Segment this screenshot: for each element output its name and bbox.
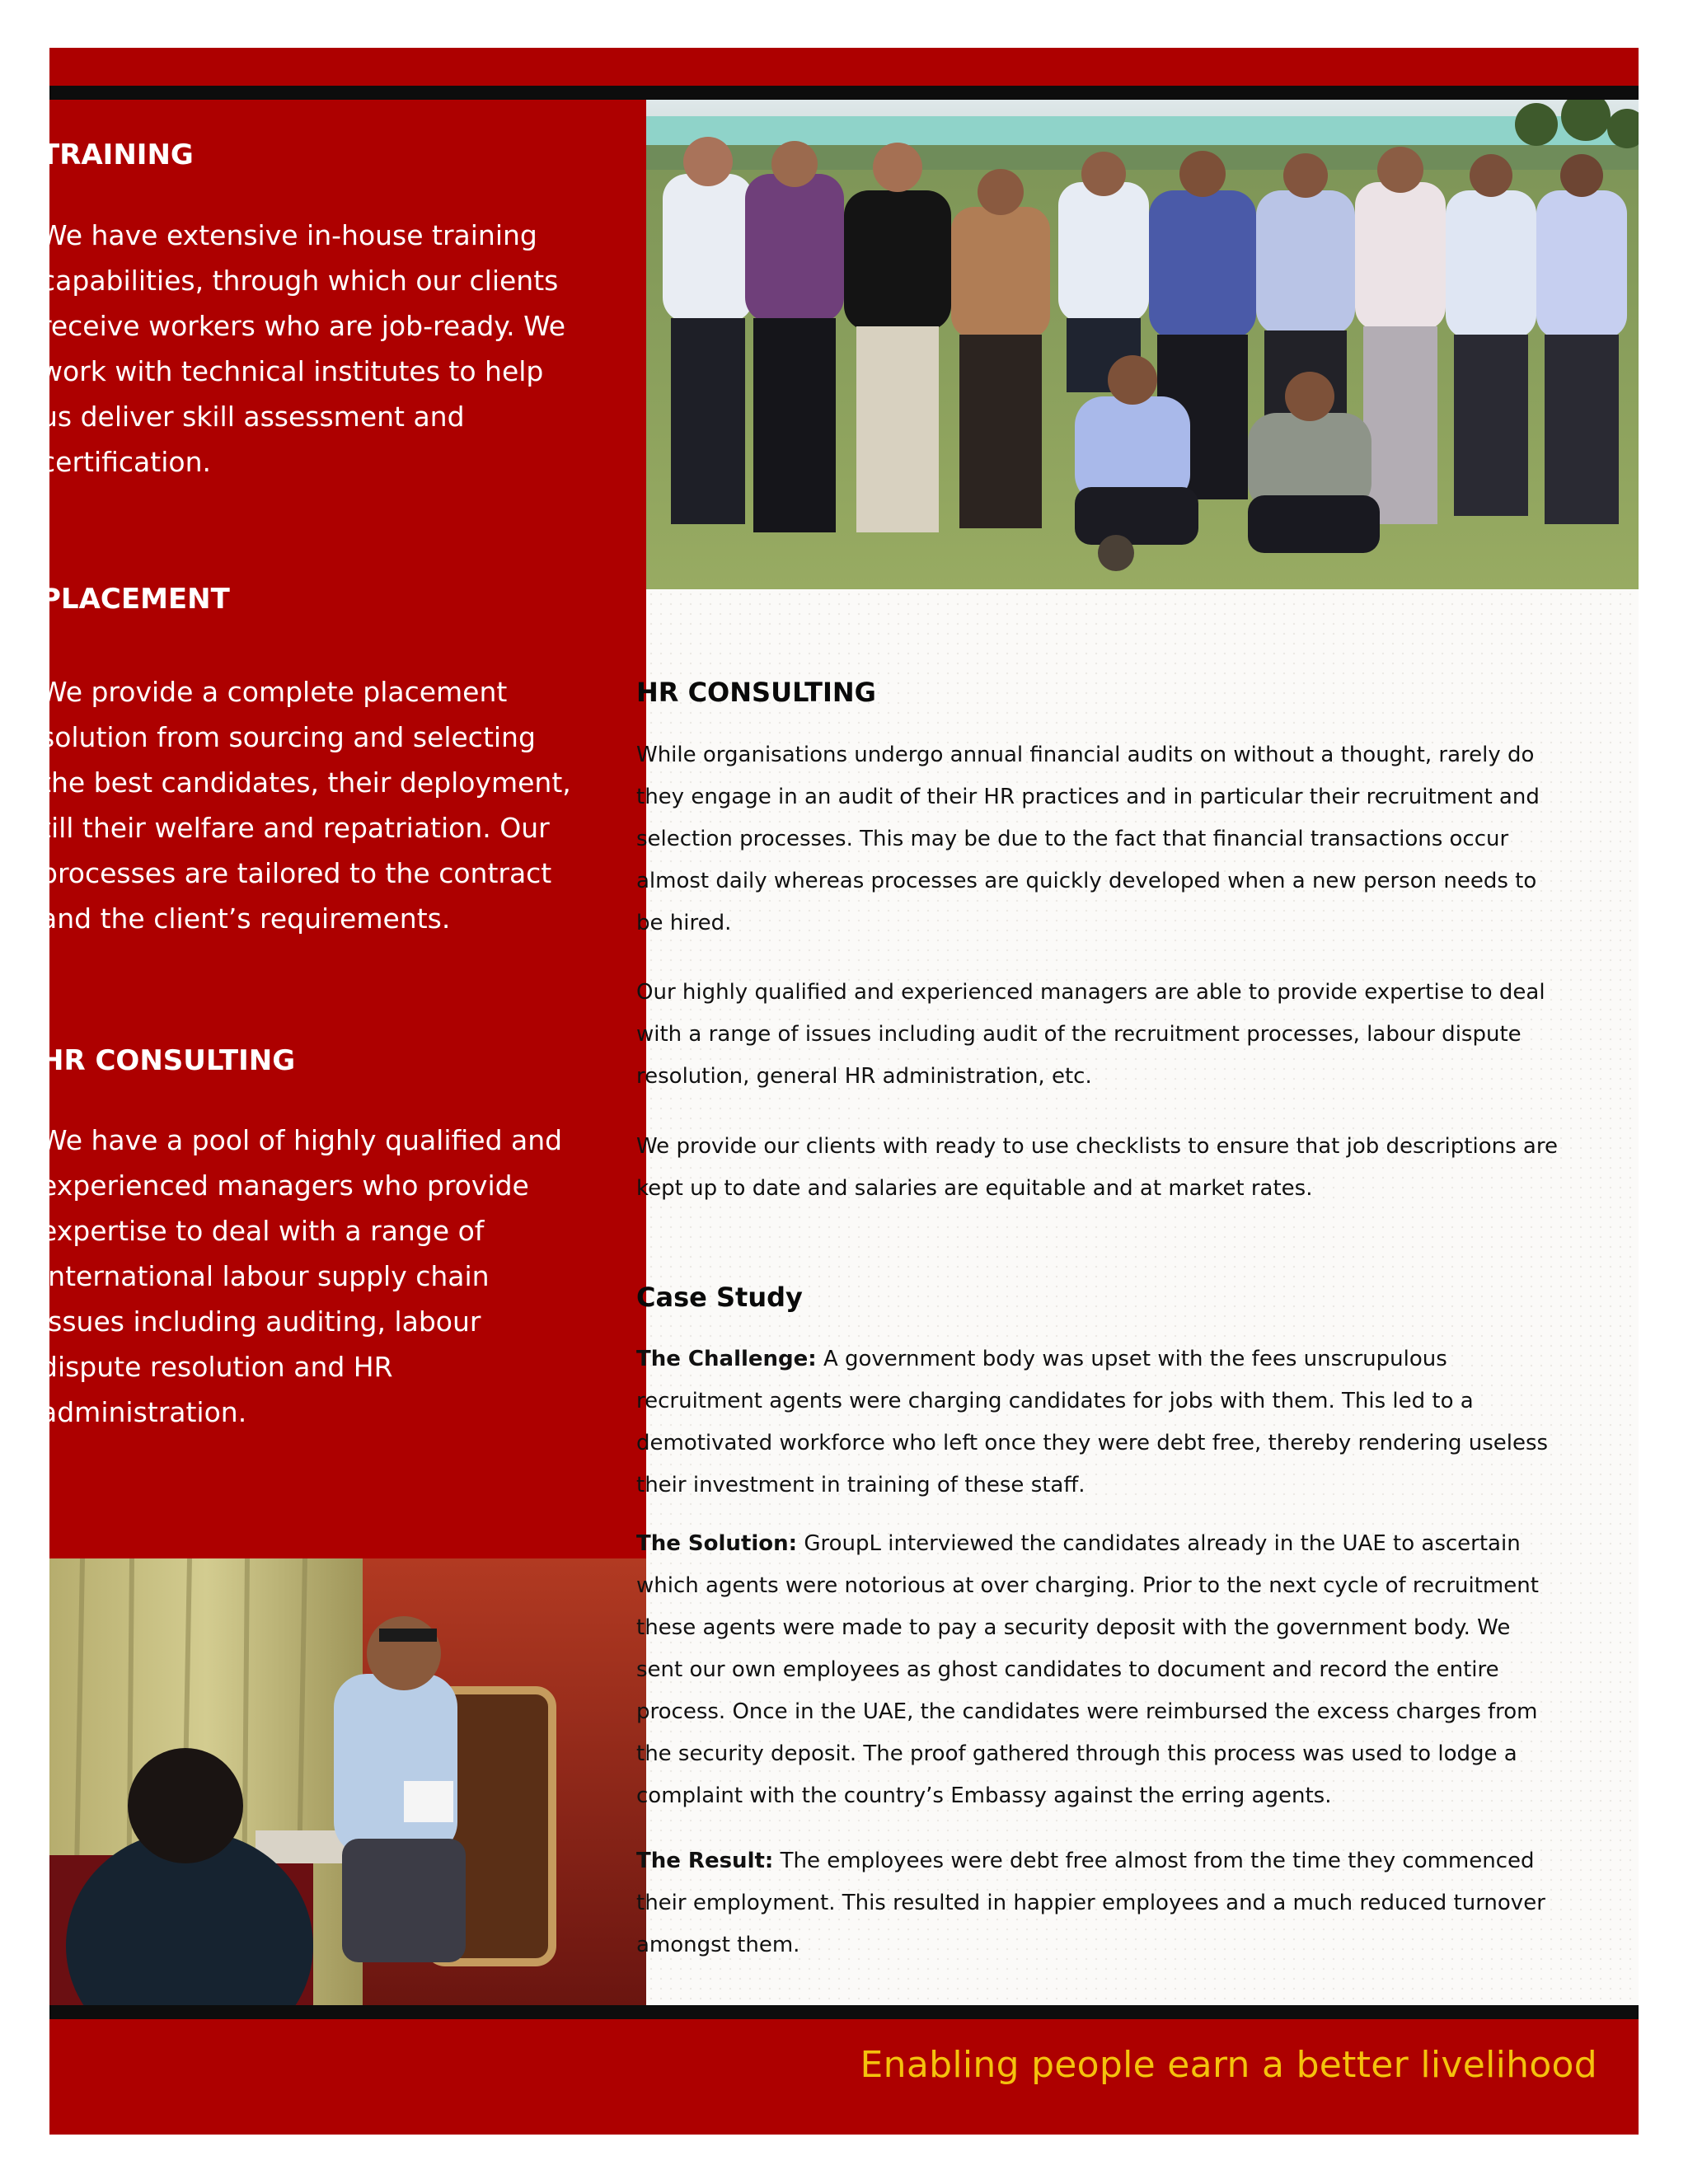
- challenge-text: A government body was upset with the fees unscrupulous recruitment agents were charging candidates for jobs with them. This led to a demotivated workforce who left once they were debt free, thereby rendering useless their investment in training of these staff.: [636, 1347, 1549, 1497]
- hr-consulting-left-heading: HR CONSULTING: [40, 1044, 296, 1077]
- placement-body: We provide a complete placement solution from sourcing and selecting the best candidates, their deployment, till their welfare and repatriation. Our processes are tailored to the contract and the client’s requirements.: [40, 676, 571, 935]
- hr-consulting-para-2: Our highly qualified and experienced managers are able to provide expertise to deal with a range of issues including audit of the recruitment processes, labour dispute resolution, general HR administration, etc.: [636, 980, 1545, 1089]
- header-red-band: [49, 48, 1639, 86]
- interview-photo: [49, 1558, 646, 2005]
- footer-red-band: [49, 2019, 1639, 2135]
- challenge-label: The Challenge:: [636, 1347, 817, 1371]
- case-study-result: [636, 1840, 1559, 1966]
- footer-black-rule: [49, 2005, 1639, 2019]
- solution-label: The Solution:: [636, 1531, 798, 1556]
- hr-consulting-para-1: While organisations undergo annual financial audits on without a thought, rarely do they engage in an audit of their HR practices and in particular their recruitment and selection processes. This may be due to the fact that financial transactions occur almost daily whereas processes are quickly developed when a new person needs to be hired.: [636, 743, 1540, 935]
- case-study-solution: [636, 1523, 1559, 1817]
- training-body: We have extensive in-house training capabilities, through which our clients receive workers who are job-ready. We work with technical institutes to help us deliver skill assessment and certification.: [40, 219, 566, 478]
- group-photo: [646, 100, 1639, 589]
- hr-consulting-left-body: We have a pool of highly qualified and experienced managers who provide expertise to deal with a range of international labour supply chain issues including auditing, labour dispute resolution and HR administration.: [40, 1124, 563, 1428]
- case-study-heading: Case Study: [636, 1282, 803, 1313]
- case-study-challenge: [636, 1338, 1559, 1507]
- training-heading: TRAINING: [40, 138, 194, 171]
- result-label: The Result:: [636, 1849, 774, 1873]
- solution-text: GroupL interviewed the candidates already in the UAE to ascertain which agents were notorious at over charging. Prior to the next cycle of recruitment these agents were made to pay a security deposit with the government body. We sent our own employees as ghost candidates to document and record the entire process. Once in the UAE, the candidates were reimbursed the excess charges from the security deposit. The proof gathered through this process was used to lodge a complaint with the country’s Embassy against the erring agents.: [636, 1531, 1539, 1808]
- header-black-rule: [49, 86, 1639, 100]
- hr-consulting-para-3: We provide our clients with ready to use checklists to ensure that job descriptions are kept up to date and salaries are equitable and at market rates.: [636, 1134, 1558, 1201]
- hr-consulting-right-heading: HR CONSULTING: [636, 677, 876, 708]
- result-text: The employees were debt free almost from the time they commenced their employment. This resulted in happier employees and a much reduced turnover amongst them.: [636, 1849, 1545, 1957]
- footer-tagline: Enabling people earn a better livelihood: [860, 2044, 1597, 2086]
- placement-heading: PLACEMENT: [40, 583, 230, 616]
